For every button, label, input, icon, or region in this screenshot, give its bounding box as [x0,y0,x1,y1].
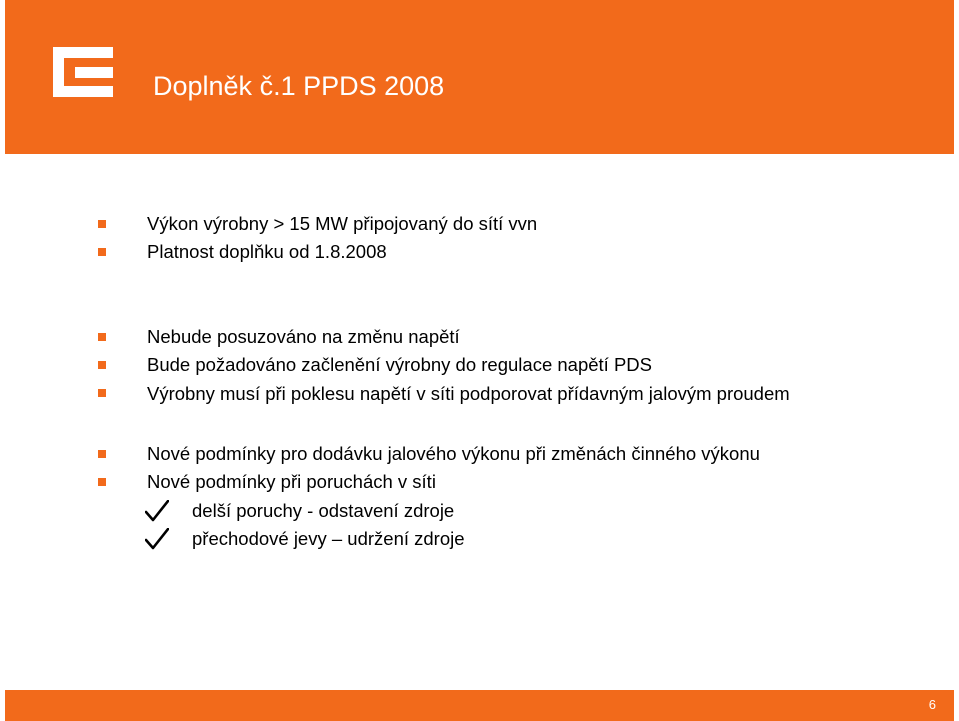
list-item: Bude požadováno začlenění výrobny do regulace napětí PDS [147,354,652,375]
list-item: Výrobny musí při poklesu napětí v síti podporovat přídavným jalovým proudem [147,383,790,404]
cez-logo-icon [53,47,113,97]
bullet-icon [98,248,106,256]
sub-list-item: delší poruchy - odstavení zdroje [192,500,455,521]
bullet-icon [98,478,106,486]
header-bar [5,0,954,154]
page-number: 6 [928,697,936,712]
checkmark-icon [145,500,169,522]
list-item: Výkon výrobny > 15 MW připojovaný do sítí vvn [147,213,538,234]
list-item: Platnost doplňku od 1.8.2008 [147,241,387,262]
checkmark-icon [145,528,169,550]
bullet-icon [98,389,106,397]
list-item: Nové podmínky při poruchách v síti [147,471,436,492]
bullet-icon [98,333,106,341]
sub-list-item: přechodové jevy – udržení zdroje [192,528,465,549]
list-item: Nové podmínky pro dodávku jalového výkonu při změnách činného výkonu [147,443,760,464]
list-item: Nebude posuzováno na změnu napětí [147,326,460,347]
footer-bar [5,690,954,721]
slide-title: Doplněk č.1 PPDS 2008 [153,71,445,101]
bullet-icon [98,220,106,228]
bullet-icon [98,450,106,458]
bullet-icon [98,361,106,369]
